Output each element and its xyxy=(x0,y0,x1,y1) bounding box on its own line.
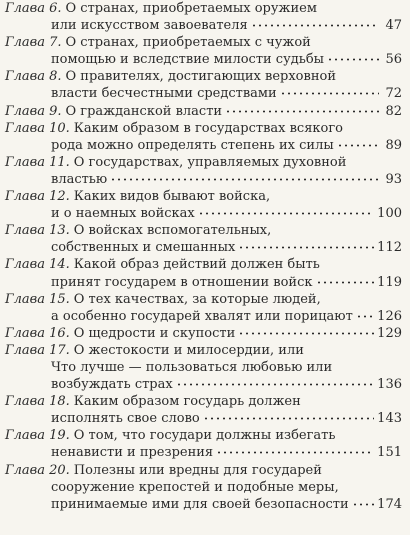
chapter-title-line: Каких видов бывают войска, xyxy=(73,189,271,205)
page-number: 56 xyxy=(385,52,402,68)
page-number: 47 xyxy=(385,18,402,34)
chapter-title-line: О государствах, управляемых духовной xyxy=(73,154,347,170)
chapter-title-line: а особенно государей хвалят или порицают xyxy=(51,308,353,324)
chapter-label: Глава 17. xyxy=(5,342,70,358)
page-number: 119 xyxy=(377,274,402,290)
chapter-title-line: О правителях, достигающих верховной xyxy=(65,69,336,85)
chapter-label: Глава 7. xyxy=(5,35,62,51)
toc-entry-chapter-15 xyxy=(5,291,402,325)
chapter-label: Глава 19. xyxy=(5,428,70,444)
dot-leader xyxy=(216,451,374,454)
chapter-title-line: О том, что государи должны избегать xyxy=(73,428,336,444)
dot-leader xyxy=(337,144,379,147)
chapter-label: Глава 8. xyxy=(5,69,62,85)
toc-entry-chapter-19 xyxy=(5,427,402,461)
chapter-title-line: помощью и вследствие милости судьбы xyxy=(51,52,324,68)
chapter-title-line: принимаемые ими для своей безопасности xyxy=(51,496,349,512)
chapter-title-line: Каким образом в государствах всякого xyxy=(73,120,343,136)
chapter-label: Глава 14. xyxy=(5,257,70,273)
chapter-label: Глава 18. xyxy=(5,394,70,410)
chapter-label: Глава 16. xyxy=(5,325,70,341)
dot-leader xyxy=(316,281,375,284)
dot-leader xyxy=(203,417,374,420)
dot-leader xyxy=(280,92,379,95)
dot-leader xyxy=(352,503,375,506)
dot-leader xyxy=(356,315,374,318)
chapter-title-line: властью xyxy=(51,171,108,187)
chapter-title-line: исполнять свое слово xyxy=(51,411,200,427)
chapter-title-line: ненависти и презрения xyxy=(51,445,214,461)
dot-leader xyxy=(198,212,374,215)
chapter-label: Глава 12. xyxy=(5,189,70,205)
chapter-title-line: принят государем в отношении войск xyxy=(51,274,313,290)
page-number: 89 xyxy=(385,137,402,153)
page-number: 82 xyxy=(385,103,402,119)
chapter-title-line: сооружение крепостей и подобные меры, xyxy=(51,479,339,495)
toc-entry-chapter-14 xyxy=(5,256,402,290)
page-number: 72 xyxy=(385,86,402,102)
dot-leader xyxy=(225,110,379,113)
chapter-label: Глава 15. xyxy=(5,291,70,307)
page-number: 143 xyxy=(377,411,402,427)
toc-entry-chapter-17 xyxy=(5,342,402,393)
page-number: 136 xyxy=(377,377,402,393)
chapter-title-line: О жестокости и милосердии, или xyxy=(73,342,304,358)
chapter-title-line: власти бесчестными средствами xyxy=(51,86,277,102)
toc-entry-chapter-6 xyxy=(5,0,402,34)
toc-entry-chapter-8 xyxy=(5,68,402,102)
toc-entry-chapter-16 xyxy=(5,325,402,342)
page-number: 93 xyxy=(385,171,402,187)
dot-leader xyxy=(238,332,374,335)
chapter-title-line: собственных и смешанных xyxy=(51,240,236,256)
toc-entry-chapter-13 xyxy=(5,222,402,256)
chapter-label: Глава 9. xyxy=(5,103,62,119)
page-number: 151 xyxy=(377,445,402,461)
chapter-title-line: Что лучше — пользоваться любовью или xyxy=(51,359,333,375)
chapter-title-line: О странах, приобретаемых с чужой xyxy=(65,35,311,51)
chapter-title-line: рода можно определять степень их силы xyxy=(51,137,334,153)
chapter-label: Глава 20. xyxy=(5,462,70,478)
chapter-title-line: Полезны или вредны для государей xyxy=(73,462,322,478)
toc-entry-chapter-7 xyxy=(5,34,402,68)
chapter-label: Глава 13. xyxy=(5,223,70,239)
page-number: 129 xyxy=(377,325,402,341)
toc-entry-chapter-10 xyxy=(5,120,402,154)
toc-entry-chapter-18 xyxy=(5,393,402,427)
chapter-title-line: и о наемных войсках xyxy=(51,206,195,222)
toc-entry-chapter-20 xyxy=(5,462,402,513)
chapter-title-line: О войсках вспомогательных, xyxy=(73,223,272,239)
dot-leader xyxy=(238,246,374,249)
dot-leader xyxy=(251,24,379,27)
page-number: 174 xyxy=(377,496,402,512)
chapter-title-line: О странах, приобретаемых оружием xyxy=(65,1,317,16)
chapter-title-line: или искусством завоевателя xyxy=(51,18,248,34)
toc-entry-chapter-11 xyxy=(5,154,402,188)
chapter-title-line: О тех качествах, за которые людей, xyxy=(73,291,321,307)
dot-leader xyxy=(110,178,379,181)
toc-entry-chapter-9 xyxy=(5,103,402,120)
chapter-title-line: Какой образ действий должен быть xyxy=(73,257,320,273)
chapter-label: Глава 6. xyxy=(5,1,62,16)
chapter-title-line: возбуждать страх xyxy=(51,377,173,393)
dot-leader xyxy=(327,58,379,61)
page-number: 126 xyxy=(377,308,402,324)
dot-leader xyxy=(176,383,374,386)
page-number: 112 xyxy=(377,240,402,256)
page-number: 100 xyxy=(377,206,402,222)
chapter-title-line: Каким образом государь должен xyxy=(73,394,301,410)
chapter-title-line: О щедрости и скупости xyxy=(73,325,236,341)
chapter-label: Глава 11. xyxy=(5,154,70,170)
toc-entry-chapter-12 xyxy=(5,188,402,222)
chapter-label: Глава 10. xyxy=(5,120,70,136)
chapter-title-line: О гражданской власти xyxy=(65,103,223,119)
